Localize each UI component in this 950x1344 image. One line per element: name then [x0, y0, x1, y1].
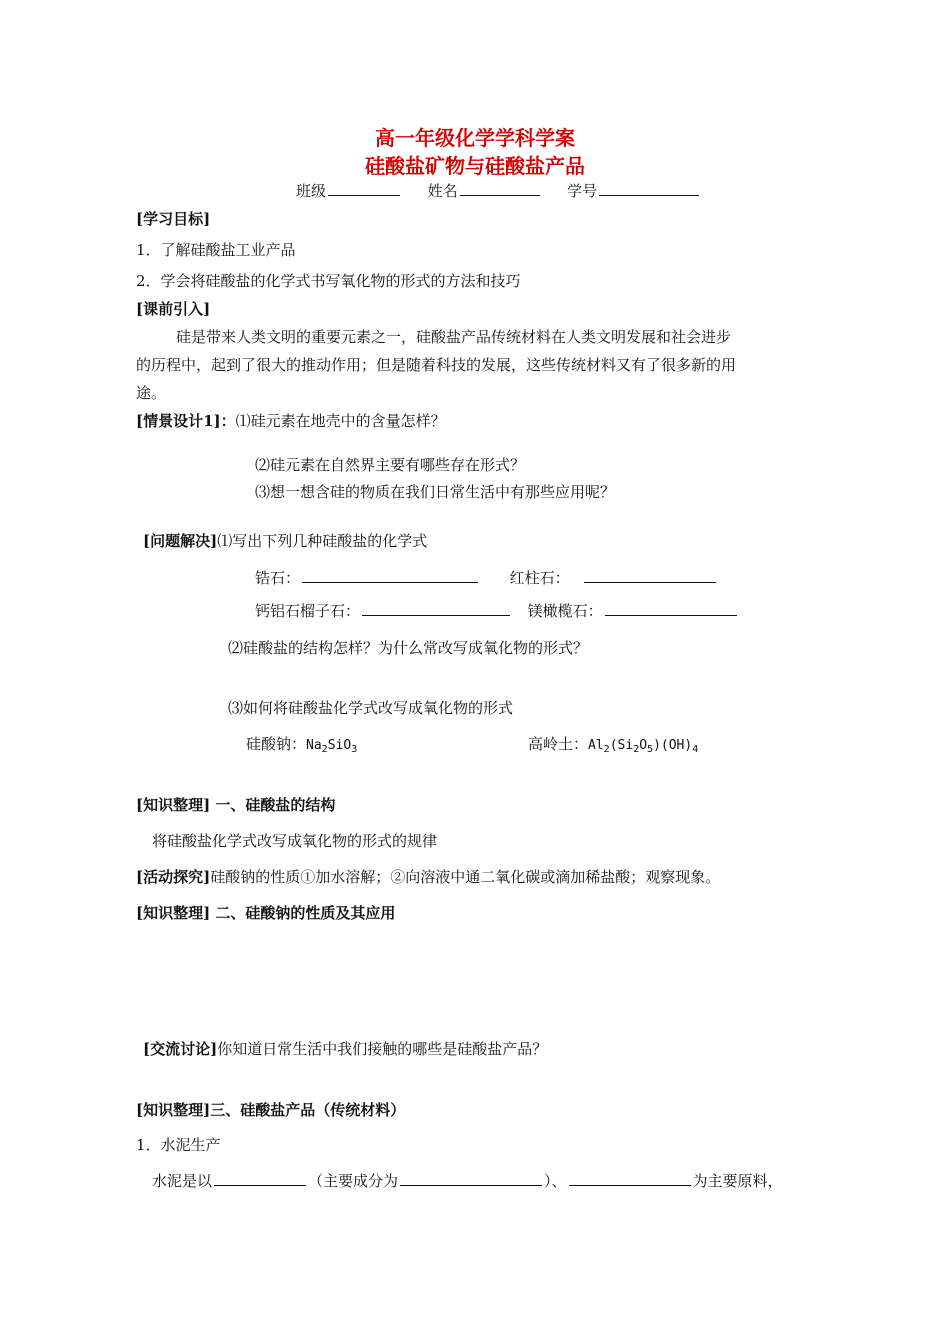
- problem-heading: [问题解决]: [143, 532, 218, 550]
- zircon-label: 锆石：: [255, 569, 301, 587]
- problem-line-1: [143, 530, 427, 551]
- andalusite-blank[interactable]: [584, 568, 716, 583]
- knowledge-1-text: 将硅酸盐化学式改写成氧化物的形式的规律: [152, 832, 438, 850]
- name-blank[interactable]: [460, 181, 540, 196]
- id-label: 学号: [567, 182, 598, 200]
- cement-blank-3[interactable]: [569, 1171, 691, 1186]
- goal-2: 2．学会将硅酸盐的化学式书写氧化物的形式的方法和技巧: [136, 272, 521, 290]
- andalusite-label: 红柱石：: [509, 569, 570, 587]
- intro-heading: [课前引入]: [136, 300, 211, 318]
- kaolin-formula: $Al_2(Si_2O_5)(OH)_4$: [588, 738, 699, 755]
- grossular-row: [255, 600, 739, 621]
- goals-heading: [学习目标]: [136, 210, 211, 228]
- forsterite-label: 镁橄榄石：: [527, 602, 603, 620]
- sodium-silicate-formula: $Na_2SiO_3$: [306, 738, 358, 755]
- cement-blank-1[interactable]: [214, 1171, 306, 1186]
- cement-text-4: 为主要原料，: [692, 1172, 783, 1190]
- knowledge-1-heading: [知识整理] 一、硅酸盐的结构: [136, 796, 336, 814]
- cement-paragraph: [152, 1170, 783, 1191]
- intro-line-1: 硅是带来人类文明的重要元素之一，硅酸盐产品传统材料在人类文明发展和社会进步: [176, 328, 732, 346]
- knowledge-2-heading: [知识整理] 二、硅酸钠的性质及其应用: [136, 904, 396, 922]
- sodium-silicate-label: 硅酸钠：: [246, 735, 307, 753]
- class-label: 班级: [296, 182, 327, 200]
- zircon-row: [255, 567, 718, 588]
- scene-q3: ⑶想一想含硅的物质在我们日常生活中有那些应用呢？: [255, 483, 616, 501]
- discussion-line: [143, 1038, 547, 1059]
- scene-heading: [情景设计1]：: [136, 412, 236, 430]
- student-info: [296, 180, 699, 201]
- cement-text-2: （主要成分为: [308, 1172, 399, 1190]
- knowledge-3-heading: [知识整理]三、硅酸盐产品（传统材料）: [136, 1101, 406, 1119]
- discussion-text: 你知道日常生活中我们接触的哪些是硅酸盐产品？: [217, 1040, 548, 1058]
- problem-q1: ⑴写出下列几种硅酸盐的化学式: [217, 532, 428, 550]
- scene-line-1: [136, 410, 446, 431]
- grossular-blank[interactable]: [362, 601, 510, 616]
- activity-text: 硅酸钠的性质①加水溶解；②向溶液中通二氧化碳或滴加稀盐酸；观察现象。: [210, 868, 721, 886]
- sodium-silicate-row: [246, 733, 357, 754]
- activity-line: [136, 866, 720, 887]
- cement-heading: 1．水泥生产: [136, 1136, 221, 1154]
- problem-q3: ⑶如何将硅酸盐化学式改写成氧化物的形式: [228, 699, 514, 717]
- page-title: 高一年级化学学科学案: [375, 126, 575, 150]
- name-label: 姓名: [427, 182, 458, 200]
- goal-1: 1．了解硅酸盐工业产品: [136, 241, 296, 259]
- grossular-label: 钙铝石榴子石：: [255, 602, 361, 620]
- scene-q1: ⑴硅元素在地壳中的含量怎样？: [235, 412, 446, 430]
- problem-q2: ⑵硅酸盐的结构怎样？为什么常改写成氧化物的形式？: [228, 639, 589, 657]
- id-blank[interactable]: [599, 181, 699, 196]
- cement-blank-2[interactable]: [400, 1171, 542, 1186]
- cement-text-3: ）、: [544, 1172, 567, 1190]
- zircon-blank[interactable]: [302, 568, 478, 583]
- activity-heading: [活动探究]: [136, 868, 211, 886]
- discussion-heading: [交流讨论]: [143, 1040, 218, 1058]
- class-blank[interactable]: [328, 181, 400, 196]
- kaolin-row: [528, 733, 698, 754]
- kaolin-label: 高岭土：: [528, 735, 589, 753]
- intro-line-3: 途。: [136, 384, 167, 402]
- intro-line-2: 的历程中，起到了很大的推动作用；但是随着科技的发展，这些传统材料又有了很多新的用: [136, 356, 737, 374]
- cement-text-1: 水泥是以: [152, 1172, 213, 1190]
- page-subtitle: 硅酸盐矿物与硅酸盐产品: [365, 154, 585, 178]
- scene-q2: ⑵硅元素在自然界主要有哪些存在形式？: [255, 456, 526, 474]
- forsterite-blank[interactable]: [605, 601, 737, 616]
